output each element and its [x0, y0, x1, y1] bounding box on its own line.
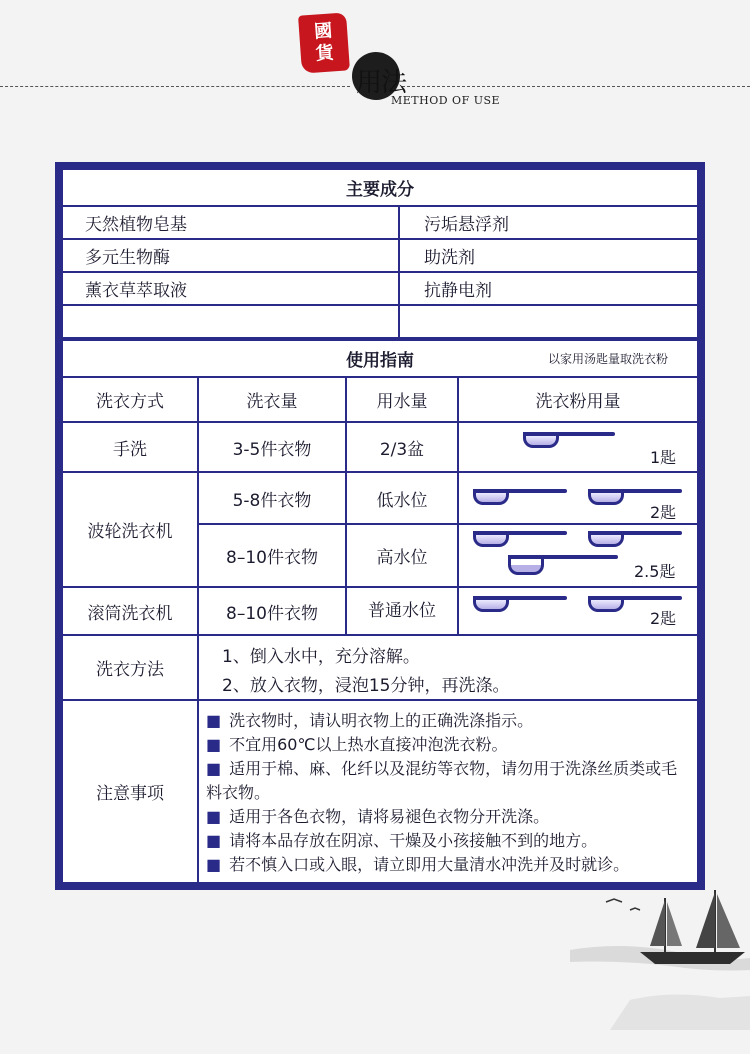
notice-item: [206, 709, 690, 733]
spoon-icon: [523, 432, 615, 452]
notice-text: 适用于各色衣物，请将易褪色衣物分开洗涤。: [229, 807, 550, 826]
ingredient-left: 多元生物酶: [85, 248, 170, 268]
ingredients-title: 主要成分: [346, 180, 414, 200]
header-method: 洗衣方式: [96, 392, 164, 412]
row-load: 8–10件衣物: [226, 548, 318, 568]
ingredient-left: 天然植物皂基: [85, 215, 187, 235]
bullet-icon: ■: [206, 735, 222, 754]
header-load: 洗衣量: [246, 392, 298, 412]
dose-value: 2匙: [650, 609, 677, 628]
row-method: 滚筒洗衣机: [87, 603, 173, 624]
dose-value: 2匙: [650, 503, 677, 522]
row-method: 手洗: [113, 439, 147, 460]
method-subtitle: METHOD OF USE: [391, 94, 501, 107]
row-divider: [63, 304, 697, 306]
notice-item: [206, 805, 690, 829]
bullet-icon: ■: [206, 711, 222, 730]
row-load: 8–10件衣物: [226, 603, 318, 624]
row-water: 普通水位: [368, 600, 436, 621]
bullet-icon: ■: [206, 759, 222, 778]
notice-item: [206, 757, 690, 805]
notice-item: [206, 733, 690, 757]
guohuo-seal: [298, 12, 350, 73]
method-title: 用法: [356, 68, 407, 98]
ingredient-right: 助洗剂: [424, 248, 475, 268]
notice-item: [206, 829, 690, 853]
row-method-pulsator: 波轮洗衣机: [87, 522, 173, 542]
wash-steps: [222, 643, 682, 701]
spoon-icon: [588, 531, 682, 551]
spoon-icon: [473, 596, 567, 616]
wash-step: 2、放入衣物，浸泡15分钟，再洗涤。: [222, 676, 510, 696]
col-divider: [398, 205, 400, 337]
spoon-icon: [473, 489, 567, 509]
ingredient-right: 抗静电剂: [424, 281, 492, 301]
bullet-icon: ■: [206, 807, 222, 826]
notice-text: 洗衣物时，请认明衣物上的正确洗涤指示。: [229, 711, 534, 730]
notice-text: 请将本品存放在阴凉、干燥及小孩接触不到的地方。: [229, 831, 598, 850]
wash-step: 1、倒入水中，充分溶解。: [222, 647, 420, 667]
bullet-icon: ■: [206, 855, 222, 874]
row-load: 3-5件衣物: [232, 439, 312, 460]
notice-text: 若不慎入口或入眼，请立即用大量清水冲洗并及时就诊。: [229, 855, 630, 874]
header-dose: 洗衣粉用量: [535, 392, 621, 412]
guide-title: 使用指南: [346, 351, 414, 371]
half-spoon-icon: [508, 555, 618, 575]
guide-note: 以家用汤匙量取洗衣粉: [548, 352, 669, 366]
spoon-icon: [473, 531, 567, 551]
row-water: 高水位: [376, 548, 428, 568]
row-water: 低水位: [376, 490, 428, 511]
seal-char-1: 國: [313, 20, 333, 43]
sailboat-icon: [570, 880, 750, 1030]
dose-value: 2.5匙: [634, 562, 676, 581]
row-load: 5-8件衣物: [232, 490, 312, 511]
header-water: 用水量: [376, 392, 428, 412]
bullet-icon: ■: [206, 831, 222, 850]
notice-item: [206, 853, 690, 877]
notices-list: [206, 709, 690, 877]
row-water: 2/3盆: [379, 439, 425, 460]
dose-value: 1匙: [650, 448, 677, 467]
seal-char-2: 貨: [315, 42, 335, 65]
notice-text: 不宜用60℃以上热水直接冲泡洗衣粉。: [229, 735, 508, 754]
wash-method-label: 洗衣方法: [96, 660, 164, 680]
ingredient-right: 污垢悬浮剂: [424, 215, 509, 235]
notices-label: 注意事项: [96, 784, 164, 804]
ingredient-left: 薰衣草萃取液: [85, 281, 187, 301]
notice-text: 适用于棉、麻、化纤以及混纺等衣物，请勿用于洗涤丝质类或毛料衣物。: [206, 759, 678, 802]
header-rule-left: [0, 86, 350, 87]
header-rule-right: [402, 86, 750, 87]
